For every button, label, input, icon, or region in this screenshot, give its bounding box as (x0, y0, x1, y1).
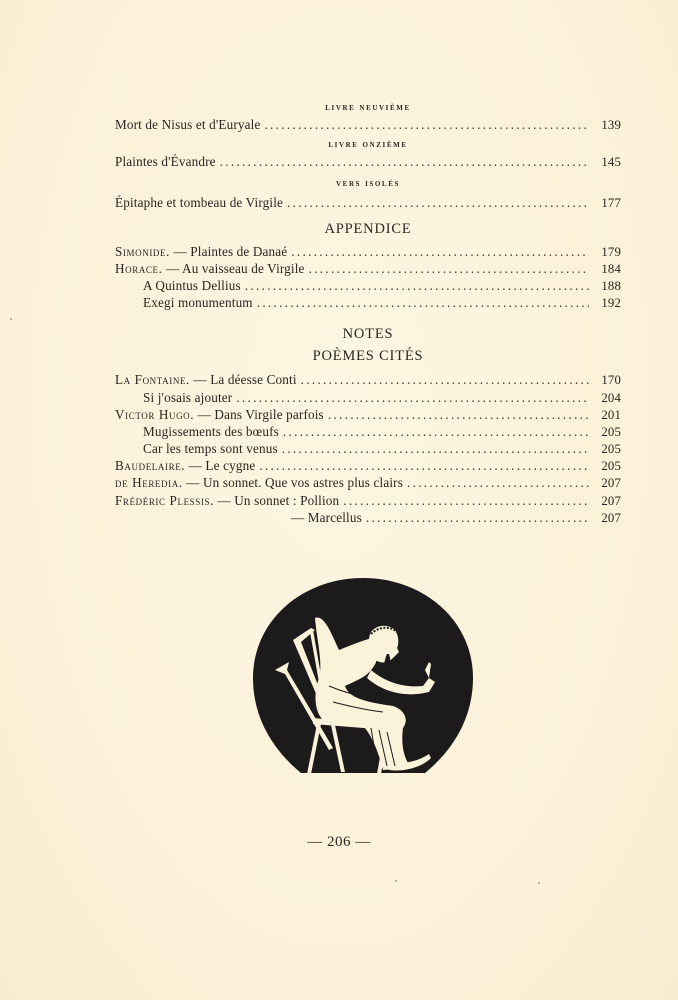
entry-title: Plaintes d'Évandre (115, 154, 216, 170)
toc-entry[interactable] (115, 440, 621, 457)
toc-entry[interactable] (115, 260, 621, 277)
entry-title: — Au vaisseau de Virgile (165, 260, 305, 276)
leader-dots (282, 440, 589, 457)
entry-title: — Le cygne (188, 458, 256, 474)
leader-dots (301, 371, 589, 388)
entry-label (115, 243, 287, 260)
entry-label (115, 371, 297, 388)
entry-author: Horace. (115, 260, 163, 276)
entry-title: Si j'osais ajouter (143, 389, 233, 405)
entry-title: Épitaphe et tombeau de Virgile (115, 195, 284, 211)
paper-speck (10, 318, 12, 320)
entry-title: — La déesse Conti (193, 372, 297, 388)
entry-label (115, 492, 339, 509)
toc-entry[interactable] (115, 243, 621, 260)
entry-title: — Un sonnet. Que vos astres plus clairs (186, 475, 403, 491)
toc-entry[interactable] (115, 509, 621, 526)
entry-label (115, 406, 324, 423)
leader-dots (257, 294, 589, 311)
toc-entry[interactable] (115, 389, 621, 406)
entry-title: — Dans Virgile parfois (197, 406, 324, 422)
toc-entry[interactable] (115, 294, 621, 311)
entry-title: — Marcellus (291, 509, 362, 525)
section-heading-notes: NOTES (342, 326, 394, 343)
toc-entry[interactable] (115, 371, 621, 388)
leader-dots (283, 423, 589, 440)
entry-page: 205 (601, 424, 621, 439)
section-heading-livre-onzieme: livre onzième (328, 140, 408, 151)
entry-page: 184 (601, 261, 621, 276)
entry-author: Baudelaire. (115, 458, 186, 474)
entry-page: 207 (601, 493, 621, 508)
toc-entry[interactable] (115, 457, 621, 474)
entry-page: 139 (601, 118, 621, 132)
seated-figure-icon (253, 578, 473, 776)
leader-dots (259, 457, 589, 474)
entry-page: 205 (601, 459, 621, 474)
entry-author: La Fontaine. (115, 372, 190, 388)
section-heading-vers-isoles: vers isolés (336, 179, 400, 190)
leader-dots (264, 116, 589, 133)
section-heading-poemes-cites: POÈMES CITÉS (312, 348, 424, 365)
entry-author: Simonide. (115, 243, 171, 259)
entry-page: 170 (601, 373, 621, 388)
entry-title: Mugissements des bœufs (143, 423, 279, 439)
entry-page: 145 (601, 155, 621, 170)
entry-label (115, 260, 305, 277)
toc-entry[interactable] (115, 406, 621, 423)
page-number: — 206 — (307, 834, 371, 850)
section-heading-livre-neuvieme: livre neuvième (325, 103, 411, 113)
toc-entry[interactable] (115, 423, 621, 440)
entry-author: Victor Hugo. (115, 406, 195, 422)
toc-entry[interactable] (115, 194, 621, 211)
entry-page: 188 (601, 278, 621, 293)
toc-entry[interactable] (115, 153, 621, 170)
entry-page: 207 (601, 476, 621, 491)
leader-dots (236, 389, 589, 406)
entry-title: — Plaintes de Danaé (173, 243, 288, 259)
entry-title: Mort de Nisus et d'Euryale (115, 117, 261, 132)
entry-page: 201 (601, 407, 621, 422)
entry-title: Car les temps sont venus (143, 441, 278, 457)
entry-author: de Heredia. (115, 475, 183, 491)
entry-title: A Quintus Dellius (143, 277, 241, 293)
section-heading-appendice: APPENDICE (324, 220, 412, 237)
vase-medallion-illustration (253, 578, 473, 776)
leader-dots (287, 194, 589, 211)
entry-page: 204 (601, 390, 621, 405)
leader-dots (309, 260, 589, 277)
leader-dots (220, 153, 589, 170)
entry-page: 192 (601, 296, 621, 311)
leader-dots (328, 406, 589, 423)
leader-dots (366, 509, 589, 526)
entry-page: 179 (601, 244, 621, 259)
leader-dots (407, 474, 589, 491)
table-of-contents (115, 100, 621, 526)
entry-title: — Un sonnet : Pollion (217, 492, 340, 508)
entry-label (115, 457, 255, 474)
toc-entry[interactable] (115, 492, 621, 509)
toc-entry[interactable] (115, 116, 621, 133)
toc-entry[interactable] (115, 474, 621, 491)
leader-dots (343, 492, 589, 509)
entry-author: Frédéric Plessis. (115, 492, 214, 508)
toc-entry[interactable] (115, 277, 621, 294)
entry-page: 207 (601, 510, 621, 525)
entry-label (115, 474, 403, 491)
entry-page: 177 (601, 196, 621, 211)
paper-speck (395, 880, 397, 882)
leader-dots (291, 243, 589, 260)
leader-dots (245, 277, 589, 294)
paper-speck (538, 882, 540, 884)
entry-title: Exegi monumentum (143, 295, 253, 311)
entry-page: 205 (601, 442, 621, 457)
